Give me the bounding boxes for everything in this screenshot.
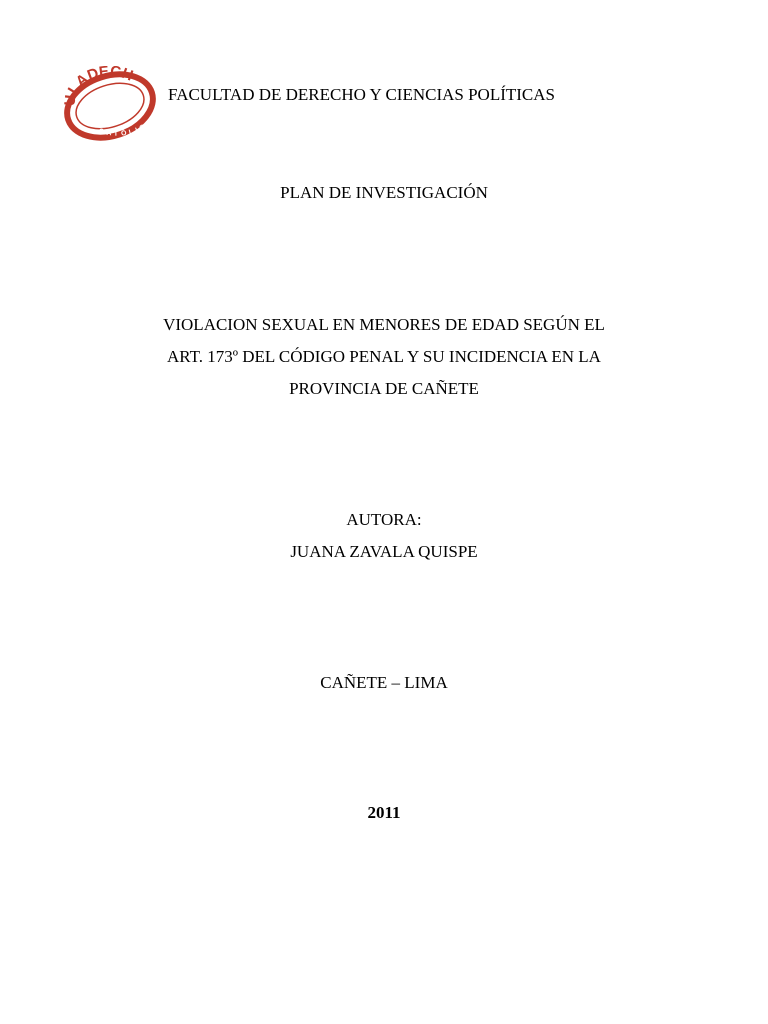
author-name: JUANA ZAVALA QUISPE <box>290 542 478 561</box>
faculty-name: FACULTAD DE DERECHO Y CIENCIAS POLÍTICAS <box>168 85 555 104</box>
author-label: AUTORA: <box>346 510 422 529</box>
logo-text-bottom: CATÓLICA <box>97 117 156 138</box>
uladech-logo <box>60 66 160 142</box>
title-line-2: ART. 173º DEL CÓDIGO PENAL Y SU INCIDENCIA EN LA <box>167 347 601 366</box>
uladech-seal-icon <box>60 66 160 142</box>
title-line-3: PROVINCIA DE CAÑETE <box>289 379 479 398</box>
logo-text-top: ULADECH <box>61 66 136 107</box>
year: 2011 <box>367 803 401 822</box>
title-line-1: VIOLACION SEXUAL EN MENORES DE EDAD SEGÚN EL <box>163 315 605 334</box>
document-type: PLAN DE INVESTIGACIÓN <box>280 183 488 202</box>
location: CAÑETE – LIMA <box>320 673 448 692</box>
